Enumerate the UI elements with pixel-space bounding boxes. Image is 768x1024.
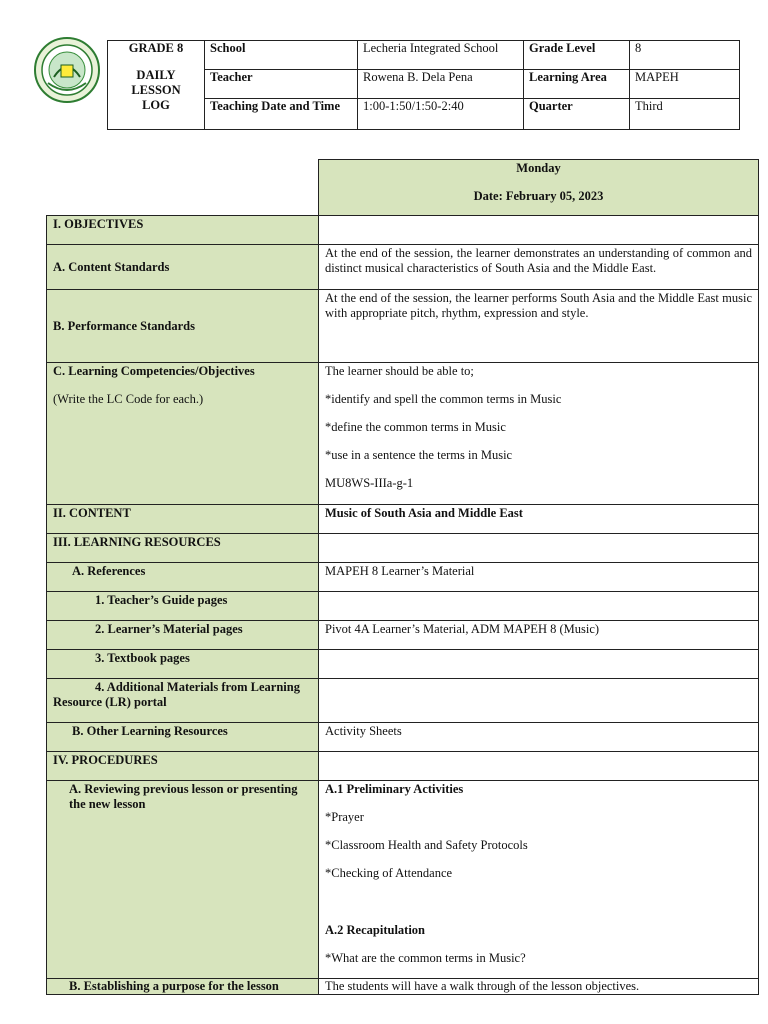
procedures-value	[319, 752, 759, 781]
learning-resources-value	[319, 534, 759, 563]
preliminary-item: *Classroom Health and Safety Protocols	[325, 838, 528, 852]
references-label: A. References	[47, 563, 319, 592]
competency-line: *use in a sentence the terms in Music	[325, 448, 513, 462]
blank-corner	[47, 160, 319, 216]
other-resources-value: Activity Sheets	[319, 723, 759, 752]
teachers-guide-label: 1. Teacher’s Guide pages	[47, 592, 319, 621]
grade-label: GRADE 8	[128, 41, 184, 55]
preliminary-item: *Prayer	[325, 810, 364, 824]
additional-materials-value	[319, 679, 759, 723]
reviewing-value	[319, 781, 759, 979]
other-resources-label: B. Other Learning Resources	[47, 723, 319, 752]
header-table	[107, 40, 740, 130]
teacher-label: Teacher	[205, 70, 358, 99]
learning-resources-heading: III. LEARNING RESOURCES	[47, 534, 319, 563]
competencies-sublabel: (Write the LC Code for each.)	[53, 392, 204, 406]
recapitulation-title: A.2 Recapitulation	[325, 923, 425, 937]
teaching-date-label: Teaching Date and Time	[205, 99, 358, 130]
log-title-line-3: LOG	[142, 98, 170, 112]
lc-code: MU8WS-IIIa-g-1	[325, 476, 414, 490]
objectives-heading: I. OBJECTIVES	[47, 216, 319, 245]
teaching-date-value: 1:00-1:50/1:50-2:40	[358, 99, 524, 130]
performance-standards-label: B. Performance Standards	[47, 290, 319, 363]
school-label: School	[205, 41, 358, 70]
quarter-value: Third	[630, 99, 740, 130]
quarter-label: Quarter	[524, 99, 630, 130]
day-date: Date: February 05, 2023	[473, 189, 604, 203]
textbook-label: 3. Textbook pages	[47, 650, 319, 679]
grade-level-value: 8	[630, 41, 740, 70]
school-value: Lecheria Integrated School	[358, 41, 524, 70]
additional-materials-label	[47, 679, 319, 723]
log-title-line-2: LESSON	[131, 83, 181, 97]
learning-area-label: Learning Area	[524, 70, 630, 99]
recapitulation-item: *What are the common terms in Music?	[325, 951, 526, 965]
purpose-value: The students will have a walk through of the lesson objectives.	[319, 979, 759, 995]
day-header	[319, 160, 759, 216]
procedures-heading: IV. PROCEDURES	[47, 752, 319, 781]
additional-materials-line-1: 4. Additional Materials from Learning	[95, 680, 300, 694]
competency-line: The learner should be able to;	[325, 364, 474, 378]
objectives-value	[319, 216, 759, 245]
preliminary-activities-title: A.1 Preliminary Activities	[325, 782, 464, 796]
competencies-value	[319, 363, 759, 505]
competency-line: *define the common terms in Music	[325, 420, 506, 434]
learners-material-value: Pivot 4A Learner’s Material, ADM MAPEH 8 (Music)	[319, 621, 759, 650]
purpose-label: B. Establishing a purpose for the lesson	[47, 979, 319, 995]
reviewing-label: A. Reviewing previous lesson or presenting the new lesson	[47, 781, 319, 979]
preliminary-item: *Checking of Attendance	[325, 866, 453, 880]
log-title-line-1: DAILY	[136, 68, 176, 82]
school-seal-logo	[34, 37, 100, 103]
learners-material-label: 2. Learner’s Material pages	[47, 621, 319, 650]
performance-standards-value: At the end of the session, the learner performs South Asia and the Middle East music with appropriate pitch, rhythm, expression and style.	[319, 290, 759, 363]
competency-line: *identify and spell the common terms in Music	[325, 392, 562, 406]
additional-materials-line-2: Resource (LR) portal	[53, 695, 167, 709]
grade-level-label: Grade Level	[524, 41, 630, 70]
content-heading: II. CONTENT	[47, 505, 319, 534]
competencies-label: C. Learning Competencies/Objectives	[53, 364, 255, 378]
content-value: Music of South Asia and Middle East	[319, 505, 759, 534]
teacher-value: Rowena B. Dela Pena	[358, 70, 524, 99]
grade-block	[108, 41, 205, 130]
day-name: Monday	[516, 161, 561, 175]
lesson-table	[46, 159, 759, 995]
content-standards-label: A. Content Standards	[47, 245, 319, 290]
learning-area-value: MAPEH	[630, 70, 740, 99]
teachers-guide-value	[319, 592, 759, 621]
textbook-value	[319, 650, 759, 679]
competencies-label-cell	[47, 363, 319, 505]
content-standards-value: At the end of the session, the learner demonstrates an understanding of common and distinct musical characteristics of South Asia and the Middle East.	[319, 245, 759, 290]
references-value: MAPEH 8 Learner’s Material	[319, 563, 759, 592]
